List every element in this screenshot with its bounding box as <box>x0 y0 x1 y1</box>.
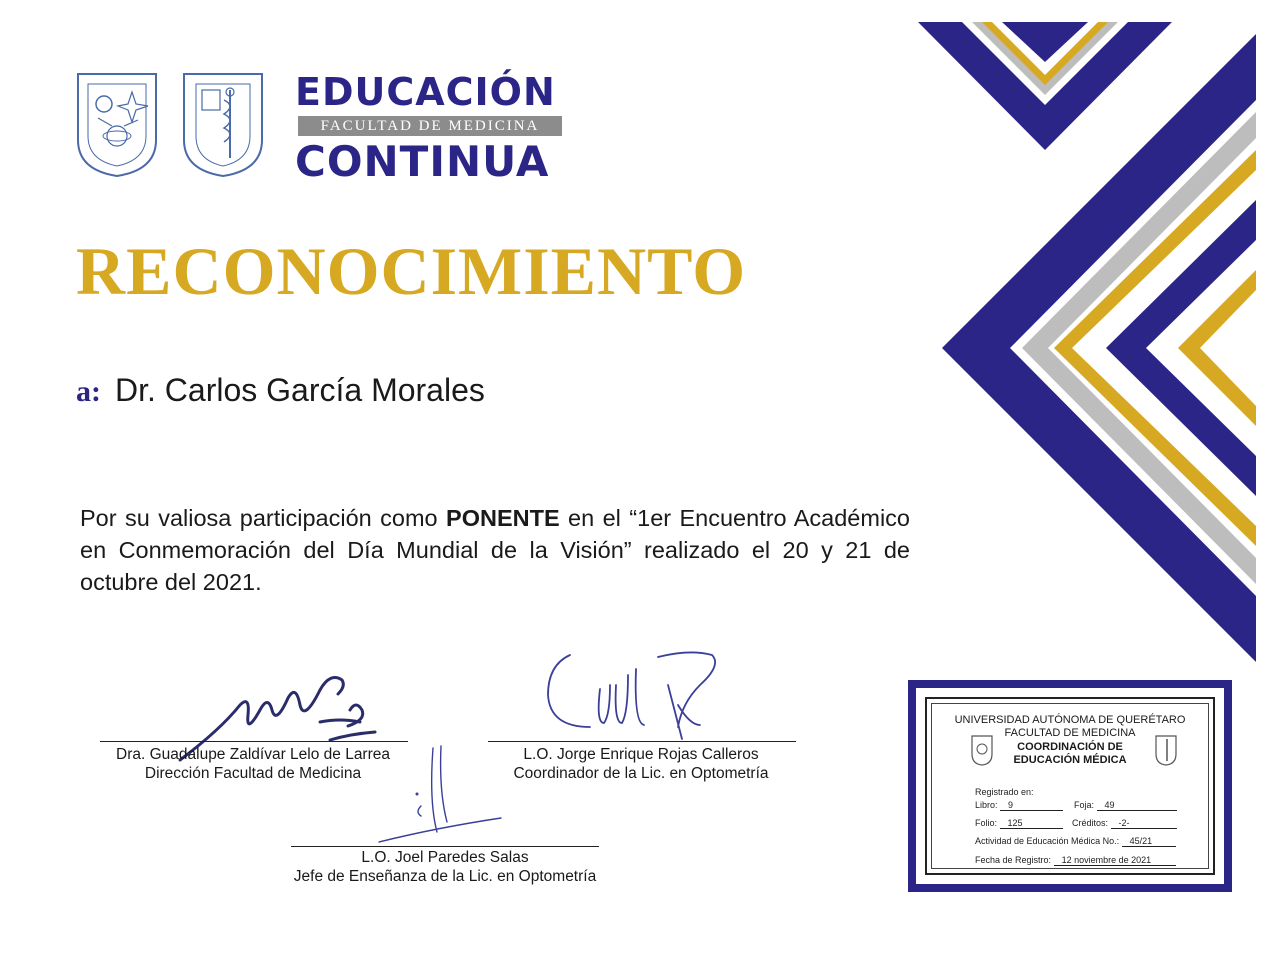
signature-1 <box>90 745 416 783</box>
body-role: PONENTE <box>446 505 560 531</box>
signature-2-name: L.O. Jorge Enrique Rojas Calleros <box>523 746 759 763</box>
education-logo <box>295 70 565 186</box>
certificate-title: RECONOCIMIENTO <box>76 233 747 309</box>
recipient-prefix: a: <box>76 375 101 408</box>
registry-registered-label: Registrado en: <box>975 787 1034 797</box>
registry-folio-value: 125 <box>1000 818 1063 829</box>
registry-folio: Folio: 125 <box>975 818 1063 829</box>
signature-2 <box>478 745 804 783</box>
registry-libro-value: 9 <box>1000 800 1063 811</box>
university-seal <box>74 70 160 178</box>
body-part-1: Por su valiosa participación como <box>80 505 447 531</box>
registry-creditos-value: -2- <box>1111 818 1177 829</box>
logo-top-text: EDUCACIÓN <box>295 70 556 114</box>
signature-3-name: L.O. Joel Paredes Salas <box>361 849 529 866</box>
registry-coord-1: COORDINACIÓN DE <box>1017 741 1123 753</box>
certificate-body <box>80 502 910 598</box>
decorative-chevrons <box>910 0 1280 680</box>
registry-foja-value: 49 <box>1097 800 1177 811</box>
registry-stamp <box>908 680 1232 892</box>
signature-1-role: Dirección Facultad de Medicina <box>144 765 362 782</box>
registry-seal-right-icon <box>1154 734 1178 766</box>
registry-university: UNIVERSIDAD AUTÓNOMA DE QUERÉTARO <box>954 714 1186 726</box>
body-part-2: en el “1er Encuentro Académico en Conmemoración del Día Mundial de la Visión” realizado el 20 y 21 de octubre del 2021. <box>80 505 910 595</box>
registry-libro: Libro: 9 <box>975 800 1063 811</box>
faculty-seal <box>180 70 266 178</box>
signature-3 <box>270 848 620 886</box>
signature-2-line <box>488 741 796 742</box>
recipient-line <box>76 372 485 409</box>
recipient-name: Dr. Carlos García Morales <box>115 372 485 408</box>
registry-coord-2: EDUCACIÓN MÉDICA <box>1013 754 1127 766</box>
registry-actividad: Actividad de Educación Médica No.: 45/21 <box>975 836 1176 847</box>
registry-fecha: Fecha de Registro: 12 noviembre de 2021 <box>975 855 1176 866</box>
signature-3-line <box>291 846 599 847</box>
logo-middle-text: FACULTAD DE MEDICINA <box>298 116 562 136</box>
signature-1-name: Dra. Guadalupe Zaldívar Lelo de Larrea <box>116 746 390 763</box>
signature-1-line <box>100 741 408 742</box>
logo-bottom-text: CONTINUA <box>295 137 550 186</box>
registry-faculty: FACULTAD DE MEDICINA <box>1004 727 1136 739</box>
registry-seal-left-icon <box>970 734 994 766</box>
signature-2-scribble <box>540 645 740 745</box>
registry-fecha-value: 12 noviembre de 2021 <box>1054 855 1176 866</box>
registry-foja: Foja: 49 <box>1074 800 1177 811</box>
signature-2-role: Coordinador de la Lic. en Optometría <box>513 765 769 782</box>
registry-creditos: Créditos: -2- <box>1072 818 1177 829</box>
signature-3-role: Jefe de Enseñanza de la Lic. en Optometría <box>293 868 597 885</box>
signature-3-scribble <box>375 742 505 852</box>
registry-actividad-value: 45/21 <box>1122 836 1176 847</box>
